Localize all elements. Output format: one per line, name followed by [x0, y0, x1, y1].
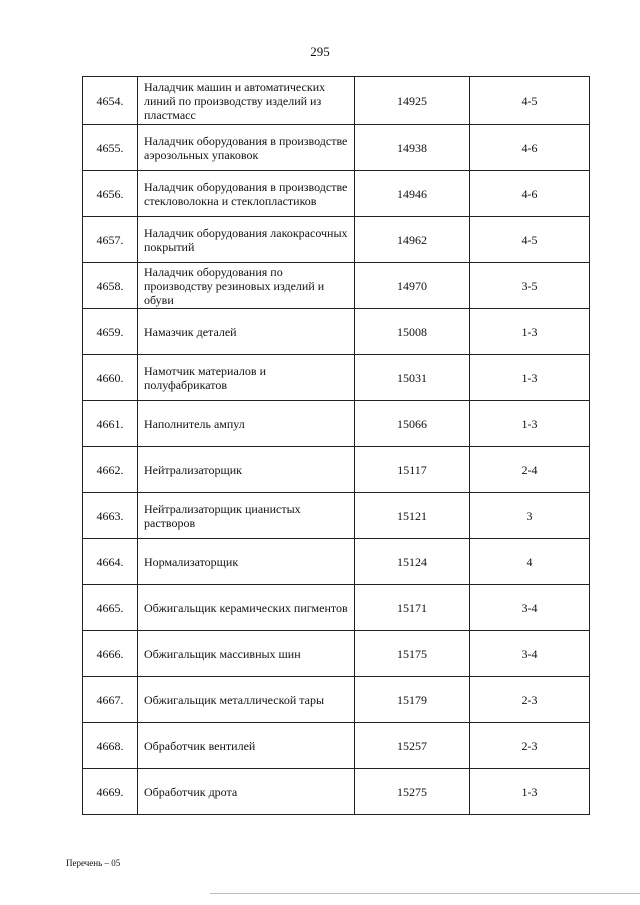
table-row: [83, 171, 590, 217]
table-body: [83, 77, 590, 815]
occupation-name: Нормализаторщик: [138, 539, 355, 585]
occupation-code: 15121: [355, 493, 470, 539]
occupation-name: Наладчик оборудования в производстве аэрозольных упаковок: [138, 125, 355, 171]
occupation-code: 15257: [355, 723, 470, 769]
occupation-name: Обработчик вентилей: [138, 723, 355, 769]
grade-range: 1-3: [470, 309, 590, 355]
grade-range: 1-3: [470, 401, 590, 447]
occupation-name: Наладчик оборудования по производству резиновых изделий и обуви: [138, 263, 355, 309]
row-number: 4654.: [83, 77, 138, 125]
table-row: [83, 77, 590, 125]
table-row: [83, 447, 590, 493]
table-row: [83, 723, 590, 769]
occupation-code: 14946: [355, 171, 470, 217]
row-number: 4662.: [83, 447, 138, 493]
occupation-code: 15171: [355, 585, 470, 631]
row-number: 4659.: [83, 309, 138, 355]
table-row: [83, 355, 590, 401]
row-number: 4666.: [83, 631, 138, 677]
occupation-code: 15179: [355, 677, 470, 723]
row-number: 4661.: [83, 401, 138, 447]
occupation-name: Намотчик материалов и полуфабрикатов: [138, 355, 355, 401]
occupation-code: 15066: [355, 401, 470, 447]
occupation-code: 14970: [355, 263, 470, 309]
grade-range: 3-4: [470, 585, 590, 631]
grade-range: 4-5: [470, 217, 590, 263]
occupation-code: 15275: [355, 769, 470, 815]
occupations-table: [82, 76, 590, 815]
occupation-name: Наладчик оборудования лакокрасочных покрытий: [138, 217, 355, 263]
table-row: [83, 539, 590, 585]
occupation-name: Нейтрализаторщик: [138, 447, 355, 493]
table-row: [83, 677, 590, 723]
row-number: 4664.: [83, 539, 138, 585]
row-number: 4657.: [83, 217, 138, 263]
occupation-name: Наладчик машин и автоматических линий по производству изделий из пластмасс: [138, 77, 355, 125]
page-number: 295: [310, 44, 330, 59]
occupation-code: 15117: [355, 447, 470, 493]
row-number: 4668.: [83, 723, 138, 769]
grade-range: 4-6: [470, 171, 590, 217]
table-row: [83, 493, 590, 539]
occupation-code: 14938: [355, 125, 470, 171]
occupation-code: 14962: [355, 217, 470, 263]
grade-range: 2-4: [470, 447, 590, 493]
table-row: [83, 125, 590, 171]
row-number: 4658.: [83, 263, 138, 309]
grade-range: 3-5: [470, 263, 590, 309]
table-row: [83, 217, 590, 263]
footer-label: Перечень – 05: [66, 858, 121, 868]
grade-range: 3: [470, 493, 590, 539]
grade-range: 2-3: [470, 723, 590, 769]
table-row: [83, 263, 590, 309]
grade-range: 3-4: [470, 631, 590, 677]
occupation-code: 15008: [355, 309, 470, 355]
row-number: 4665.: [83, 585, 138, 631]
row-number: 4663.: [83, 493, 138, 539]
occupation-code: 15124: [355, 539, 470, 585]
row-number: 4669.: [83, 769, 138, 815]
occupation-name: Наполнитель ампул: [138, 401, 355, 447]
row-number: 4656.: [83, 171, 138, 217]
occupation-name: Намазчик деталей: [138, 309, 355, 355]
occupation-code: 15175: [355, 631, 470, 677]
occupation-name: Обжигальщик массивных шин: [138, 631, 355, 677]
table-row: [83, 631, 590, 677]
occupation-code: 15031: [355, 355, 470, 401]
scan-edge-line: [210, 893, 640, 894]
row-number: 4667.: [83, 677, 138, 723]
grade-range: 4: [470, 539, 590, 585]
table-row: [83, 309, 590, 355]
table-row: [83, 401, 590, 447]
grade-range: 4-6: [470, 125, 590, 171]
table-row: [83, 585, 590, 631]
row-number: 4660.: [83, 355, 138, 401]
grade-range: 1-3: [470, 769, 590, 815]
table-row: [83, 769, 590, 815]
grade-range: 2-3: [470, 677, 590, 723]
row-number: 4655.: [83, 125, 138, 171]
grade-range: 4-5: [470, 77, 590, 125]
occupation-name: Обработчик дрота: [138, 769, 355, 815]
occupation-name: Обжигальщик металлической тары: [138, 677, 355, 723]
occupation-name: Наладчик оборудования в производстве стекловолокна и стеклопластиков: [138, 171, 355, 217]
occupation-name: Обжигальщик керамических пигментов: [138, 585, 355, 631]
occupation-name: Нейтрализаторщик цианистых растворов: [138, 493, 355, 539]
occupation-code: 14925: [355, 77, 470, 125]
grade-range: 1-3: [470, 355, 590, 401]
